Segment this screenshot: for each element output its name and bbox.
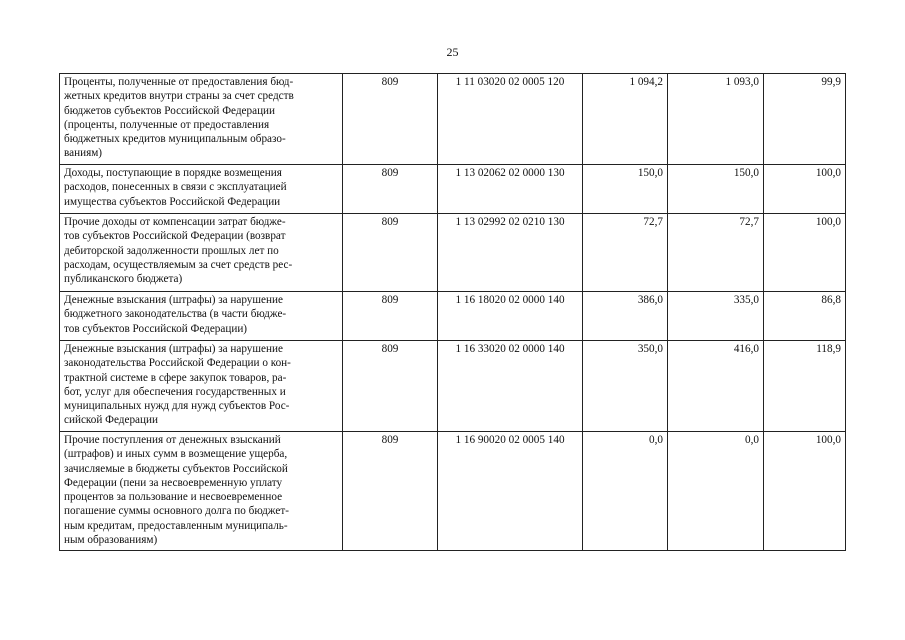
administrator-code-cell: 809 [343,432,438,551]
description-line: бюджетов субъектов Российской Федерации [64,104,276,117]
description-line: (штрафов) и иных сумм в возмещение ущерба, [64,448,288,461]
description-line: бот, услуг для обеспечения государственных и [64,385,286,398]
administrator-code-cell: 809 [343,292,438,341]
income-description-cell [60,214,343,292]
description-line: муниципальных нужд для нужд субъектов Рос- [64,400,290,413]
description-line: бюджетного законодательства (в части бюдже- [64,308,287,321]
description-line: тов субъектов Российской Федерации) [64,322,248,335]
execution-percent-cell: 100,0 [764,214,846,292]
revenue-table [59,73,846,551]
administrator-code-cell: 809 [343,341,438,432]
plan-amount-cell: 1 094,2 [583,74,668,165]
description-line: публиканского бюджета) [64,273,183,286]
plan-amount-cell: 150,0 [583,165,668,214]
description-line: (проценты, полученные от предоставления [64,118,270,131]
description-line: бюджетных кредитов муниципальным образо- [64,133,286,146]
description-line: Прочие поступления от денежных взысканий [64,434,281,446]
page-number: 25 [446,45,459,59]
budget-classification-code-cell: 1 16 33020 02 0000 140 [438,341,583,432]
plan-amount-cell: 386,0 [583,292,668,341]
description-line: законодательства Российской Федерации о кон- [64,357,291,370]
description-line: ваниям) [64,147,103,160]
table-row [60,165,846,214]
table-row [60,292,846,341]
table-row [60,214,846,292]
budget-classification-code-cell: 1 16 90020 02 0005 140 [438,432,583,551]
description-line: расходам, осуществляемым за счет средств рес- [64,258,293,271]
execution-percent-cell: 86,8 [764,292,846,341]
description-line: жетных кредитов внутри страны за счет средств [64,90,294,103]
administrator-code-cell: 809 [343,214,438,292]
description-line: Денежные взыскания (штрафы) за нарушение [64,343,283,355]
actual-amount-cell: 335,0 [668,292,764,341]
plan-amount-cell: 0,0 [583,432,668,551]
table-row [60,74,846,165]
execution-percent-cell: 100,0 [764,432,846,551]
description-line: расходов, понесенных в связи с эксплуатацией [64,181,287,194]
table-row [60,432,846,551]
plan-amount-cell: 350,0 [583,341,668,432]
description-line: погашение суммы основного долга по бюджет- [64,505,289,518]
description-line: Прочие доходы от компенсации затрат бюдже- [64,216,286,228]
income-description-cell [60,341,343,432]
execution-percent-cell: 100,0 [764,165,846,214]
administrator-code-cell: 809 [343,74,438,165]
description-line: сийской Федерации [64,414,158,427]
execution-percent-cell: 118,9 [764,341,846,432]
budget-classification-code-cell: 1 16 18020 02 0000 140 [438,292,583,341]
budget-classification-code-cell: 1 11 03020 02 0005 120 [438,74,583,165]
description-line: трактной системе в сфере закупок товаров, ра- [64,371,287,384]
actual-amount-cell: 150,0 [668,165,764,214]
description-line: Доходы, поступающие в порядке возмещения [64,167,282,179]
table-body [60,74,846,551]
description-line: процентов за пользование и несвоевременное [64,491,283,504]
description-line: Федерации (пени за несвоевременную уплату [64,476,283,489]
income-description-cell [60,432,343,551]
budget-classification-code-cell: 1 13 02062 02 0000 130 [438,165,583,214]
budget-classification-code-cell: 1 13 02992 02 0210 130 [438,214,583,292]
description-line: тов субъектов Российской Федерации (возврат [64,230,286,243]
plan-amount-cell: 72,7 [583,214,668,292]
execution-percent-cell: 99,9 [764,74,846,165]
description-line: ным кредитам, предоставленным муниципаль- [64,519,288,532]
description-line: Денежные взыскания (штрафы) за нарушение [64,294,283,306]
description-line: дебиторской задолженности прошлых лет по [64,244,279,257]
description-line: имущества субъектов Российской Федерации [64,195,281,208]
income-description-cell [60,74,343,165]
actual-amount-cell: 0,0 [668,432,764,551]
actual-amount-cell: 1 093,0 [668,74,764,165]
description-line: зачисляемые в бюджеты субъектов Российской [64,462,288,475]
income-description-cell [60,165,343,214]
description-line: ным образованиям) [64,534,158,547]
actual-amount-cell: 416,0 [668,341,764,432]
income-description-cell [60,292,343,341]
administrator-code-cell: 809 [343,165,438,214]
actual-amount-cell: 72,7 [668,214,764,292]
description-line: Проценты, полученные от предоставления бюд- [64,76,294,88]
table-row [60,341,846,432]
